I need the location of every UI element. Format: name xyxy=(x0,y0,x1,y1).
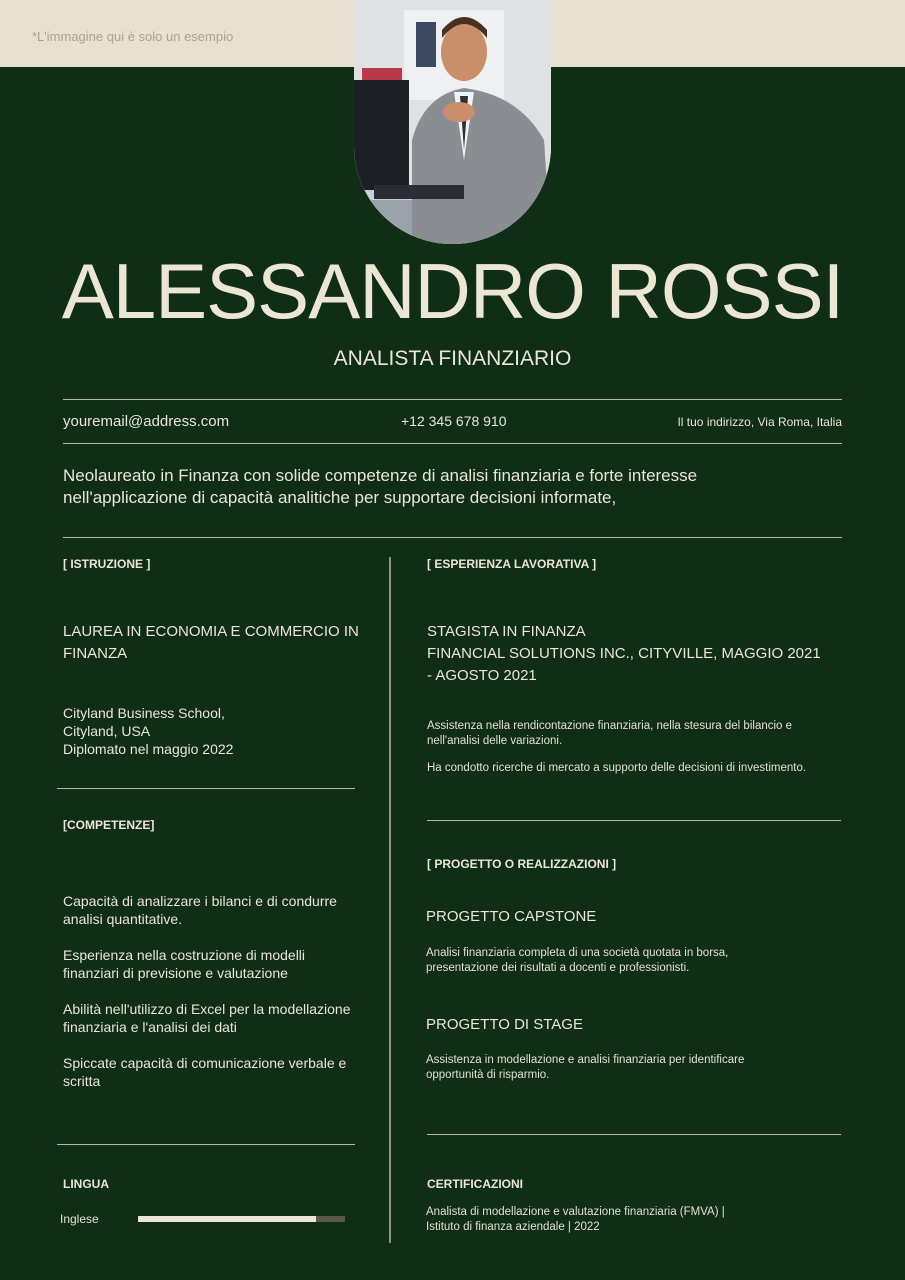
skill-item: Abilità nell'utilizzo di Excel per la modellazione finanziaria e l'analisi dei dati xyxy=(63,1001,351,1035)
email-text: youremail@address.com xyxy=(63,413,230,430)
education-degree: LAUREA IN ECONOMIA E COMMERCIO IN FINANZA xyxy=(63,623,359,662)
column-divider xyxy=(389,557,391,1243)
project-1-desc: Analisi finanziaria completa di una società quotata in borsa, presentazione dei risultati a docenti e professionisti. xyxy=(426,947,729,974)
divider xyxy=(427,820,841,821)
language-name: Inglese xyxy=(60,1212,99,1226)
experience-heading: [ ESPERIENZA LAVORATIVA ] xyxy=(427,557,597,571)
project-2-desc: Assistenza in modellazione e analisi finanziaria per identificare opportunità di risparmio. xyxy=(426,1054,745,1081)
language-heading: LINGUA xyxy=(63,1177,109,1191)
language-level-bar xyxy=(138,1216,345,1222)
experience-company: FINANCIAL SOLUTIONS INC., CITYVILLE, MAGGIO 2021 - AGOSTO 2021 xyxy=(427,645,821,684)
projects-heading: [ PROGETTO O REALIZZAZIONI ] xyxy=(427,857,617,871)
skill-item: Capacità di analizzare i bilanci e di condurre analisi quantitative. xyxy=(63,893,337,927)
profile-summary: Neolaureato in Finanza con solide competenze di analisi finanziaria e forte interesse nell'applicazione di capacità analitiche per supportare decisioni informate, xyxy=(63,466,698,507)
profile-photo xyxy=(354,0,551,244)
divider xyxy=(57,788,355,789)
skills-list xyxy=(63,892,353,1108)
project-1-title: PROGETTO CAPSTONE xyxy=(426,908,597,925)
address-text: Il tuo indirizzo, Via Roma, Italia xyxy=(677,415,842,429)
education-school-line3: Diplomato nel maggio 2022 xyxy=(63,741,234,757)
experience-role: STAGISTA IN FINANZA xyxy=(427,623,586,640)
example-image-note: *L'immagine qui è solo un esempio xyxy=(32,29,234,44)
education-school-line2: Cityland, USA xyxy=(63,723,151,739)
education-school-line1: Cityland Business School, xyxy=(63,705,225,721)
certifications-text: Analista di modellazione e valutazione finanziaria (FMVA) | Istituto di finanza aziendale | 2022 xyxy=(426,1206,725,1233)
project-2-title: PROGETTO DI STAGE xyxy=(426,1016,583,1033)
divider xyxy=(63,443,842,444)
job-title: ANALISTA FINANZIARIO xyxy=(333,347,572,370)
divider xyxy=(427,1134,841,1135)
phone-text: +12 345 678 910 xyxy=(401,413,507,429)
divider xyxy=(57,1144,355,1145)
skill-item: Spiccate capacità di comunicazione verbale e scritta xyxy=(63,1055,347,1089)
skill-item: Esperienza nella costruzione di modelli finanziari di previsione e valutazione xyxy=(63,947,306,981)
candidate-name: ALESSANDRO ROSSI xyxy=(61,247,844,335)
experience-desc-2: Ha condotto ricerche di mercato a supporto delle decisioni di investimento. xyxy=(427,762,807,774)
divider xyxy=(63,537,842,538)
experience-desc-1: Assistenza nella rendicontazione finanziaria, nella stesura del bilancio e nell'analisi delle variazioni. xyxy=(427,720,793,747)
certifications-heading: CERTIFICAZIONI xyxy=(427,1177,523,1191)
education-heading: [ ISTRUZIONE ] xyxy=(63,557,151,571)
language-level-fill xyxy=(138,1216,316,1222)
skills-heading: [COMPETENZE] xyxy=(63,818,155,832)
divider xyxy=(63,399,842,400)
